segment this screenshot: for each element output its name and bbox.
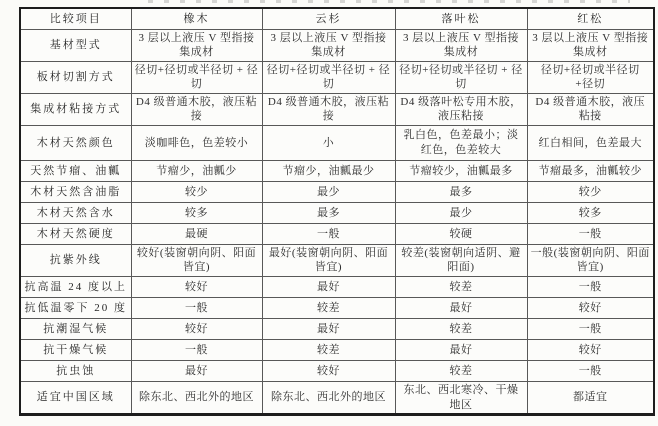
table-cell: 3 层以上液压 V 型指接集成材 bbox=[262, 29, 395, 61]
table-cell: 较差 bbox=[395, 319, 527, 340]
table-cell: 一般 bbox=[131, 298, 262, 319]
table-row bbox=[20, 202, 654, 223]
table-cell: 径切+径切或半径切 + 径切 bbox=[395, 61, 527, 93]
row-label: 抗低温零下 20 度 bbox=[20, 298, 131, 319]
table-cell: 较差 bbox=[262, 340, 395, 361]
table-cell: 最硬 bbox=[131, 223, 262, 244]
table-cell: 3 层以上液压 V 型指接集成材 bbox=[131, 29, 262, 61]
table-cell: 最多 bbox=[395, 181, 527, 202]
table-row bbox=[20, 382, 654, 415]
cropped-text-artifact bbox=[148, 0, 630, 3]
row-label: 抗虫蚀 bbox=[20, 361, 131, 382]
table-cell: 较差 bbox=[395, 361, 527, 382]
table-row bbox=[20, 61, 654, 93]
table-cell: D4 级普通木胶，液压粘接 bbox=[527, 93, 654, 125]
table-cell: 乳白色，色差最小；淡红色，色差较大 bbox=[395, 125, 527, 160]
table-cell: 较好(装窗朝向阴、阳面皆宜) bbox=[131, 244, 262, 276]
header-row bbox=[20, 8, 654, 29]
table-cell: 最好(装窗朝向阴、阳面皆宜) bbox=[262, 244, 395, 276]
table-cell: 较好 bbox=[131, 277, 262, 298]
table-row bbox=[20, 93, 654, 125]
table-row bbox=[20, 298, 654, 319]
table-cell: 径切+径切或半径切 + 径切 bbox=[262, 61, 395, 93]
table-cell: 一般 bbox=[527, 277, 654, 298]
row-label: 木材天然颜色 bbox=[20, 125, 131, 160]
table-cell: 较差(装窗朝向适阴、避阳面) bbox=[395, 244, 527, 276]
table-cell: 较好 bbox=[527, 298, 654, 319]
table-cell: 一般 bbox=[527, 319, 654, 340]
table-cell: 都适宜 bbox=[527, 382, 654, 415]
table-row bbox=[20, 340, 654, 361]
table-cell: 小 bbox=[262, 125, 395, 160]
table-cell: 最好 bbox=[395, 298, 527, 319]
table-row bbox=[20, 277, 654, 298]
row-label: 基材型式 bbox=[20, 29, 131, 61]
row-label: 抗潮湿气候 bbox=[20, 319, 131, 340]
table-cell: 最多 bbox=[262, 202, 395, 223]
table-row bbox=[20, 160, 654, 181]
column-header-wood-3: 落叶松 bbox=[395, 8, 527, 29]
table-cell: 淡咖啡色，色差较小 bbox=[131, 125, 262, 160]
table-cell: D4 级普通木胶，液压粘接 bbox=[262, 93, 395, 125]
table-cell: 最好 bbox=[131, 361, 262, 382]
table-cell: 节瘤少，油瓤最少 bbox=[262, 160, 395, 181]
row-label: 木材天然硬度 bbox=[20, 223, 131, 244]
row-label: 抗高温 24 度以上 bbox=[20, 277, 131, 298]
row-label: 集成材粘接方式 bbox=[20, 93, 131, 125]
wood-comparison-table-wrap bbox=[19, 7, 653, 416]
table-cell: 最好 bbox=[262, 319, 395, 340]
table-row bbox=[20, 361, 654, 382]
column-header-wood-2: 云杉 bbox=[262, 8, 395, 29]
table-row bbox=[20, 181, 654, 202]
table-cell: 最好 bbox=[395, 340, 527, 361]
table-cell: 较好 bbox=[262, 361, 395, 382]
table-cell: 节瘤较少，油瓤最多 bbox=[395, 160, 527, 181]
table-cell: D4 级普通木胶，液压粘接 bbox=[131, 93, 262, 125]
table-cell: 一般 bbox=[527, 223, 654, 244]
table-cell: 最少 bbox=[395, 202, 527, 223]
column-header-compare-items: 比较项目 bbox=[20, 8, 131, 29]
table-cell: 较多 bbox=[527, 202, 654, 223]
row-label: 木材天然含油脂 bbox=[20, 181, 131, 202]
table-cell: 较多 bbox=[131, 202, 262, 223]
table-cell: 一般 bbox=[262, 223, 395, 244]
table-cell: 一般(装窗朝向阴、阳面皆宜) bbox=[527, 244, 654, 276]
table-cell: 径切+径切或半径切 + 径切 bbox=[131, 61, 262, 93]
wood-comparison-table bbox=[19, 7, 655, 416]
table-cell: 较好 bbox=[131, 319, 262, 340]
row-label: 木材天然含水 bbox=[20, 202, 131, 223]
row-label: 抗紫外线 bbox=[20, 244, 131, 276]
table-cell: 较差 bbox=[395, 277, 527, 298]
table-row bbox=[20, 29, 654, 61]
table-row bbox=[20, 244, 654, 276]
table-cell: 最少 bbox=[262, 181, 395, 202]
column-header-wood-4: 红松 bbox=[527, 8, 654, 29]
table-row bbox=[20, 223, 654, 244]
table-cell: 较少 bbox=[131, 181, 262, 202]
table-cell: 较硬 bbox=[395, 223, 527, 244]
table-cell: 除东北、西北外的地区 bbox=[131, 382, 262, 415]
table-cell: 节瘤最多，油瓤较少 bbox=[527, 160, 654, 181]
table-cell: 3 层以上液压 V 型指接集成材 bbox=[527, 29, 654, 61]
table-cell: 最好 bbox=[262, 277, 395, 298]
table-cell: D4 级落叶松专用木胶，液压粘接 bbox=[395, 93, 527, 125]
table-row bbox=[20, 125, 654, 160]
table-cell: 3 层以上液压 V 型指接集成材 bbox=[395, 29, 527, 61]
table-cell: 较差 bbox=[262, 298, 395, 319]
row-label: 板材切割方式 bbox=[20, 61, 131, 93]
table-cell: 径切+径切或半径切 +径切 bbox=[527, 61, 654, 93]
row-label: 天然节瘤、油瓤 bbox=[20, 160, 131, 181]
table-cell: 较好 bbox=[527, 340, 654, 361]
table-cell: 一般 bbox=[131, 340, 262, 361]
row-label: 抗干燥气候 bbox=[20, 340, 131, 361]
table-cell: 红白相间，色差最大 bbox=[527, 125, 654, 160]
table-cell: 节瘤少，油瓤少 bbox=[131, 160, 262, 181]
table-cell: 一般 bbox=[527, 361, 654, 382]
column-header-wood-1: 橡木 bbox=[131, 8, 262, 29]
table-cell: 较少 bbox=[527, 181, 654, 202]
table-row bbox=[20, 319, 654, 340]
row-label: 适宜中国区域 bbox=[20, 382, 131, 415]
table-cell: 除东北、西北外的地区 bbox=[262, 382, 395, 415]
table-cell: 东北、西北寒冷、干燥地区 bbox=[395, 382, 527, 415]
